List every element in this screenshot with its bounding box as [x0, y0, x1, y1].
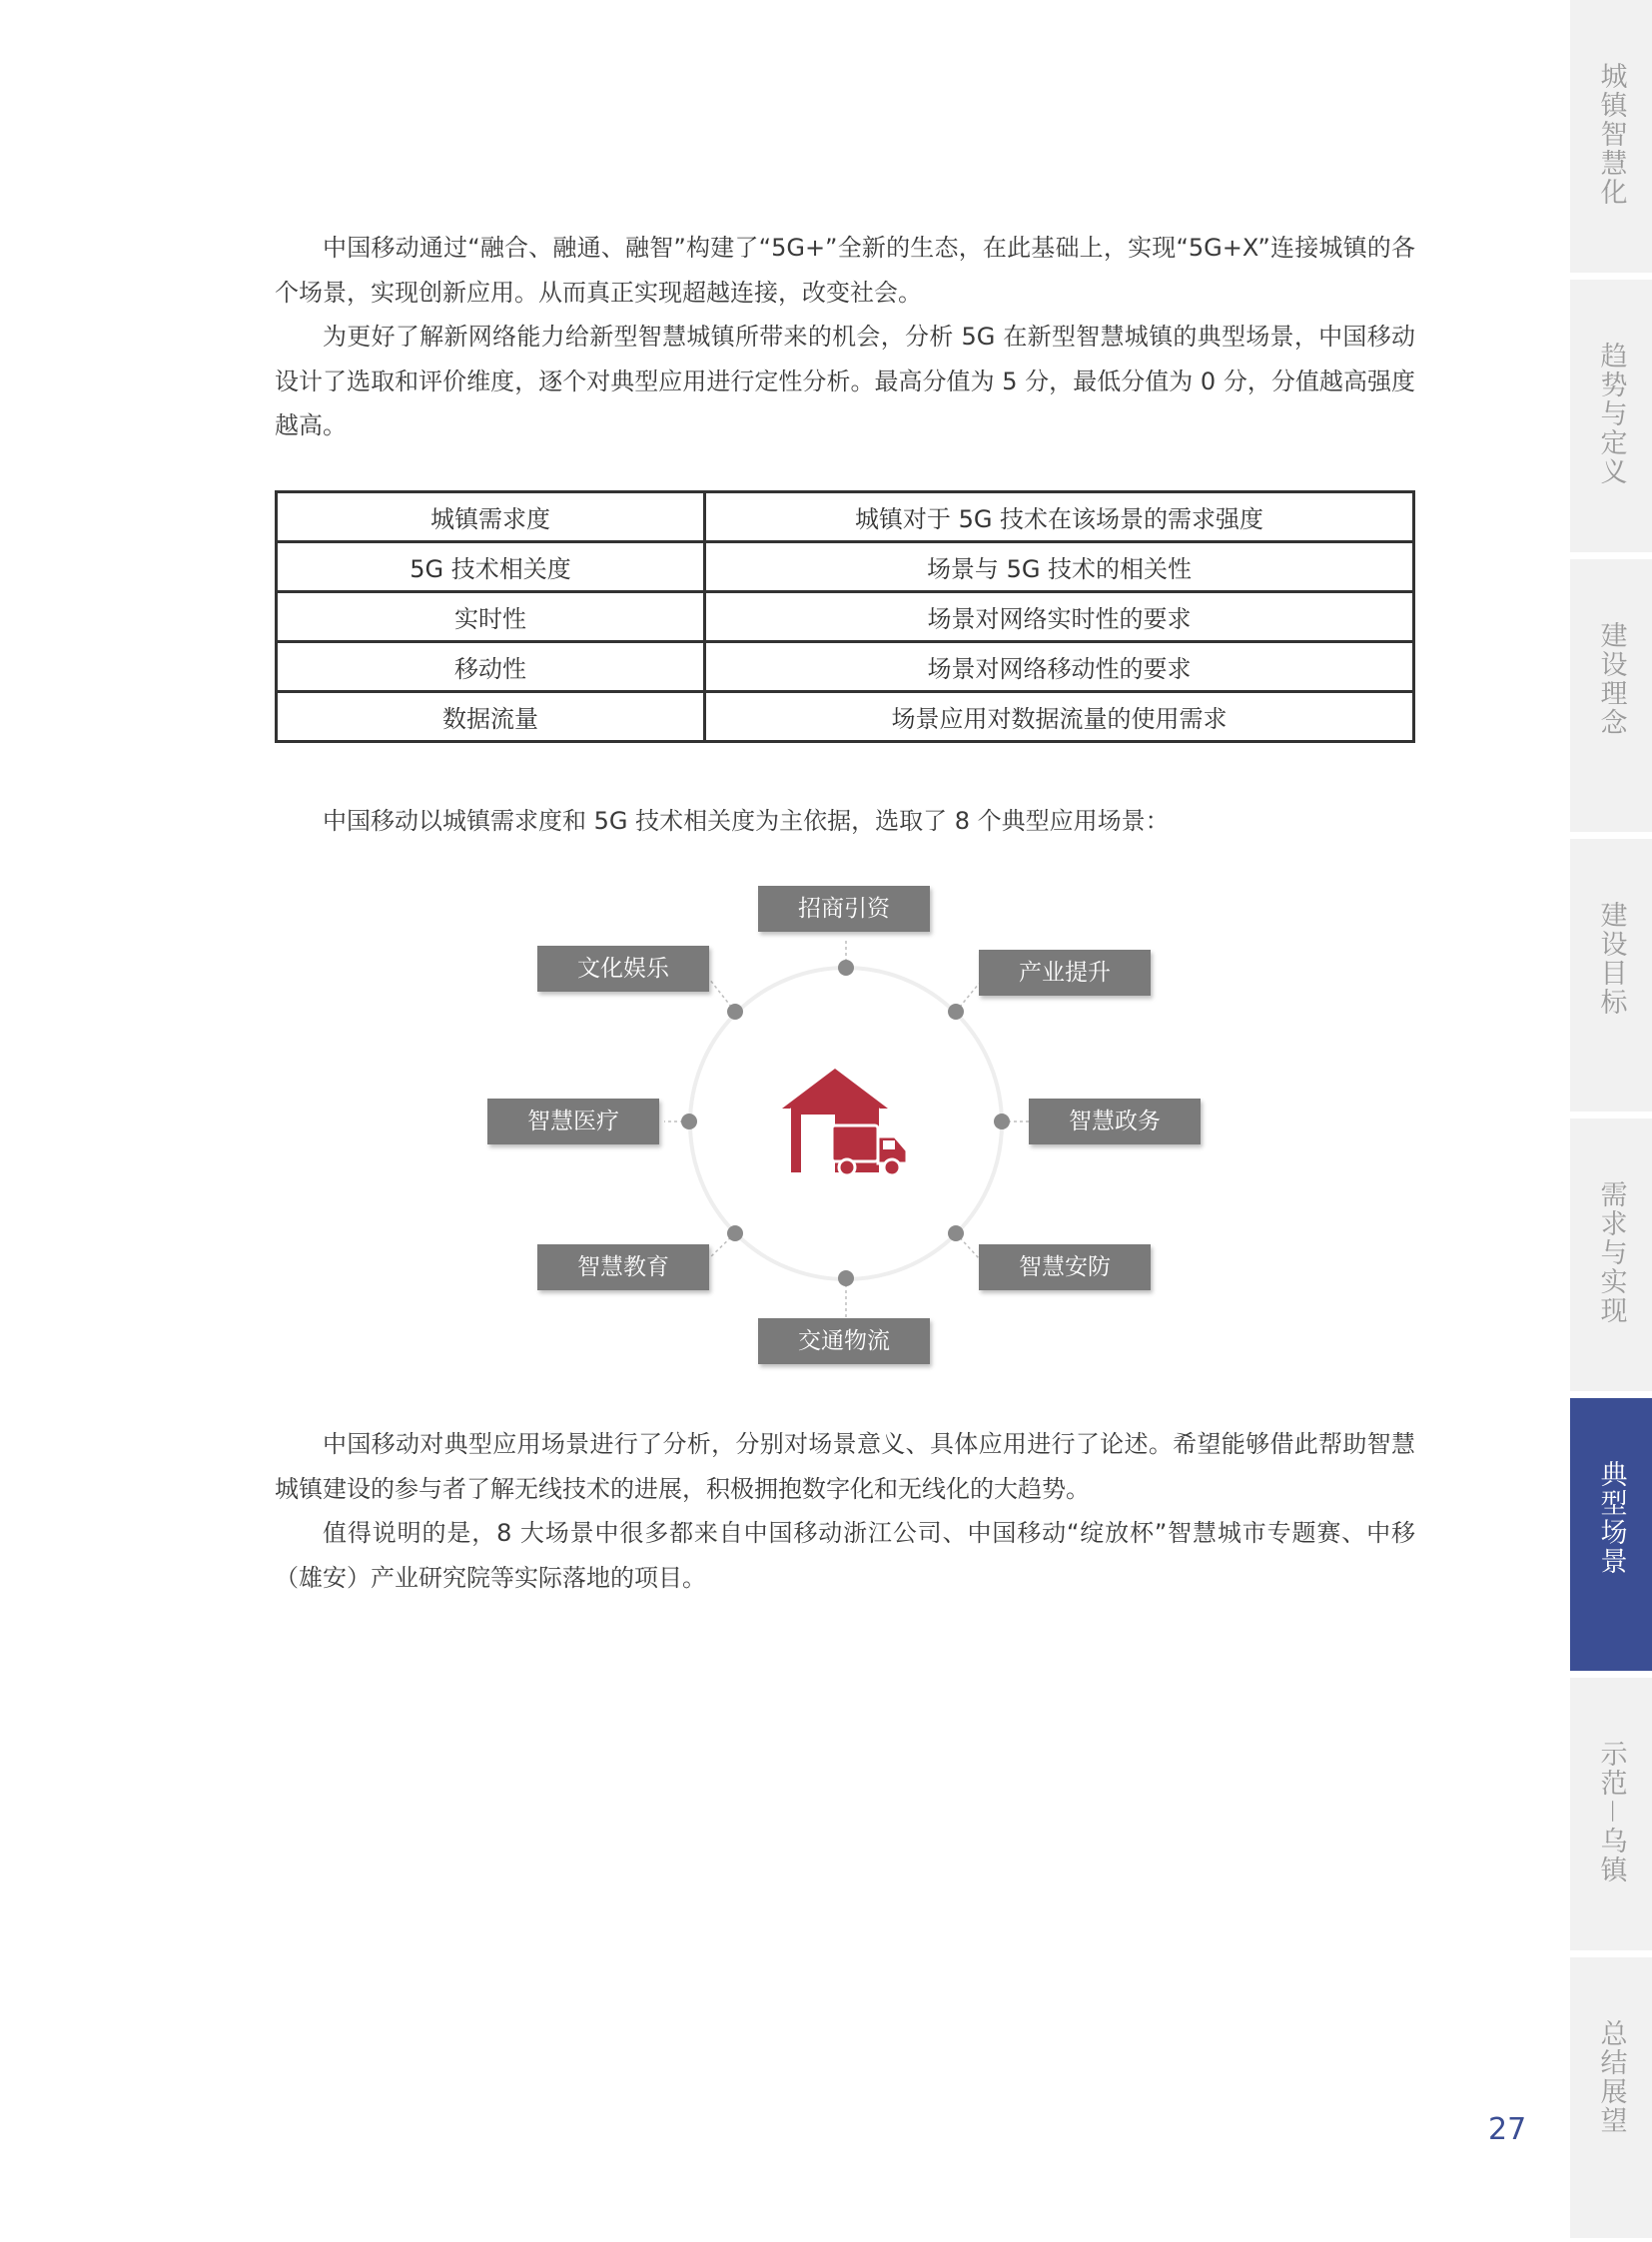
scenario-pill: 产业提升: [979, 950, 1151, 996]
scenario-diagram: [479, 879, 1219, 1378]
dimension-desc: 场景对网络移动性的要求: [705, 642, 1414, 692]
sidebar-tab-chapter-8[interactable]: [1570, 1957, 1652, 2242]
table-row: [277, 692, 1414, 742]
dimension-table: [275, 490, 1415, 743]
sidebar-tab-label: 趋势与定义: [1595, 342, 1627, 486]
dimension-name: 数据流量: [277, 692, 705, 742]
scenario-pill: 智慧教育: [537, 1244, 709, 1290]
dimension-name: 城镇需求度: [277, 492, 705, 542]
sidebar-tab-chapter-1[interactable]: [1570, 0, 1652, 277]
warehouse-truck-icon: [782, 1069, 907, 1175]
table-row: [277, 642, 1414, 692]
scenario-pill: 交通物流: [758, 1318, 930, 1364]
table-row: [277, 542, 1414, 592]
dimension-name: 实时性: [277, 592, 705, 642]
sidebar-tab-label: 典型场景: [1595, 1460, 1627, 1576]
sidebar-tab-chapter-6[interactable]: [1570, 1398, 1652, 1675]
sidebar-tab-chapter-4[interactable]: [1570, 839, 1652, 1116]
chapter-sidebar: [1570, 0, 1652, 2242]
scenario-pill: 招商引资: [758, 886, 930, 932]
dimension-name: 移动性: [277, 642, 705, 692]
sidebar-tab-label: 城镇智慧化: [1595, 62, 1627, 207]
page-number: 27: [1488, 2112, 1527, 2147]
dimension-desc: 场景应用对数据流量的使用需求: [705, 692, 1414, 742]
table-row: [277, 492, 1414, 542]
intro-paragraph-1: 中国移动通过“融合、融通、融智”构建了“5G+”全新的生态，在此基础上，实现“5G+X”连接城镇的各个场景，实现创新应用。从而真正实现超越连接，改变社会。: [275, 234, 1415, 307]
dimension-desc: 场景与 5G 技术的相关性: [705, 542, 1414, 592]
lead-text-block: [275, 799, 1415, 844]
sidebar-tab-chapter-7[interactable]: [1570, 1678, 1652, 1954]
dimension-name: 5G 技术相关度: [277, 542, 705, 592]
scenario-pill: 文化娱乐: [537, 946, 709, 992]
scenario-pill: 智慧政务: [1029, 1099, 1201, 1144]
sidebar-tab-label: 建设目标: [1595, 901, 1627, 1017]
intro-paragraph-2: 为更好了解新网络能力给新型智慧城镇所带来的机会，分析 5G 在新型智慧城镇的典型场景，中国移动设计了选取和评价维度，逐个对典型应用进行定性分析。最高分值为 5 分，最低分值为 0 分，分值越高强度越高。: [275, 323, 1415, 439]
lead-paragraph: 中国移动以城镇需求度和 5G 技术相关度为主依据，选取了 8 个典型应用场景：: [323, 807, 1170, 835]
dimension-desc: 场景对网络实时性的要求: [705, 592, 1414, 642]
sidebar-tab-label: 示范－乌镇: [1595, 1740, 1627, 1884]
scenario-pill: 智慧安防: [979, 1244, 1151, 1290]
intro-text: [275, 226, 1415, 448]
sidebar-tab-label: 建设理念: [1595, 621, 1627, 737]
sidebar-tab-chapter-3[interactable]: [1570, 559, 1652, 836]
sidebar-tab-label: 总结展望: [1595, 2019, 1627, 2135]
sidebar-tab-label: 需求与实现: [1595, 1180, 1627, 1325]
table-row: [277, 592, 1414, 642]
conclusion-paragraph-1: 中国移动对典型应用场景进行了分析，分别对场景意义、具体应用进行了论述。希望能够借此帮助智慧城镇建设的参与者了解无线技术的进展，积极拥抱数字化和无线化的大趋势。: [275, 1430, 1415, 1503]
conclusion-text: [275, 1422, 1415, 1600]
dimension-desc: 城镇对于 5G 技术在该场景的需求强度: [705, 492, 1414, 542]
scenario-pill: 智慧医疗: [487, 1099, 659, 1144]
sidebar-tab-chapter-5[interactable]: [1570, 1119, 1652, 1395]
conclusion-paragraph-2: 值得说明的是，8 大场景中很多都来自中国移动浙江公司、中国移动“绽放杯”智慧城市专题赛、中移（雄安）产业研究院等实际落地的项目。: [275, 1519, 1415, 1592]
sidebar-tab-chapter-2[interactable]: [1570, 280, 1652, 556]
